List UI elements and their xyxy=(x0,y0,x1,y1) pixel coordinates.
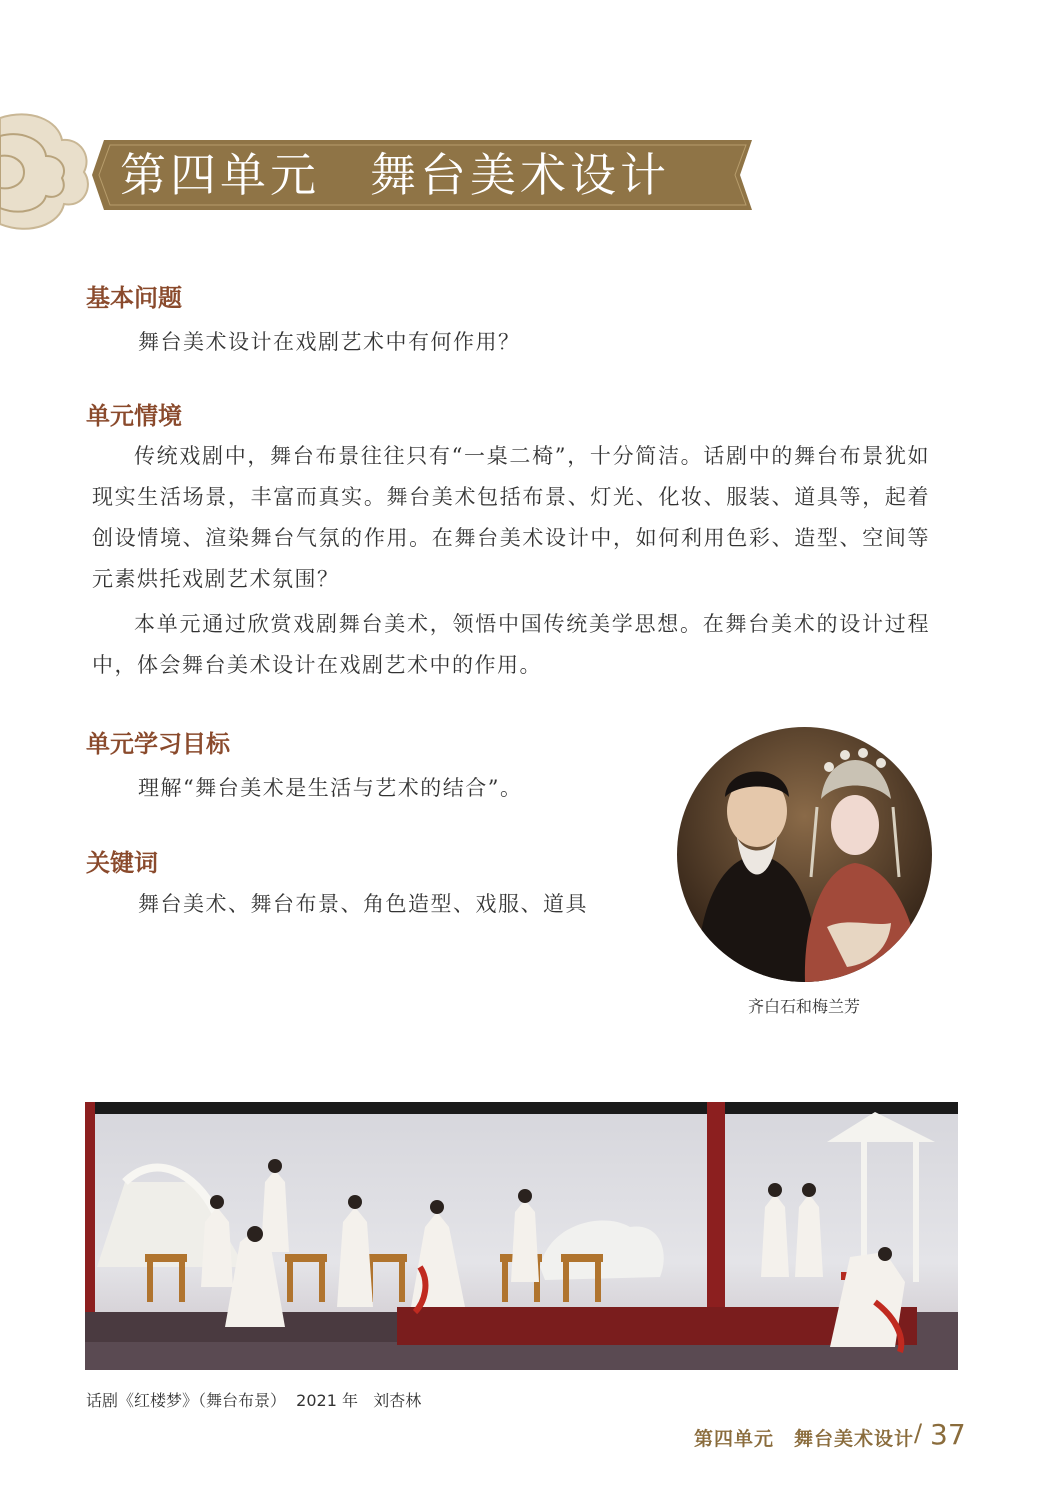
keywords-text: 舞台美术、舞台布景、角色造型、戏服、道具 xyxy=(138,892,588,916)
context-paragraph-2: 本单元通过欣赏戏剧舞台美术，领悟中国传统美学思想。在舞台美术的设计过程中，体会舞台美术设计在戏剧艺术中的作用。 xyxy=(92,612,930,677)
heading-keywords: 关键词 xyxy=(86,848,158,877)
stage-photo xyxy=(85,1102,958,1370)
heading-context: 单元情境 xyxy=(86,401,182,430)
footer-unit-label: 第四单元 舞台美术设计 xyxy=(694,1428,915,1450)
context-paragraph-1: 传统戏剧中，舞台布景往往只有“一桌二椅”，十分简洁。话剧中的舞台布景犹如现实生活场景，丰富而真实。舞台美术包括布景、灯光、化妆、服装、道具等，起着创设情境、渲染舞台气氛的作用。在舞台美术设计中，如何利用色彩、造型、空间等元素烘托戏剧艺术氛围？ xyxy=(92,444,930,591)
heading-basic-question: 基本问题 xyxy=(86,283,182,312)
goals-text: 理解“舞台美术是生活与艺术的结合”。 xyxy=(138,776,523,800)
basic-question-text: 舞台美术设计在戏剧艺术中有何作用？ xyxy=(138,330,521,354)
cloud-ornament xyxy=(0,100,92,240)
page-number: 37 xyxy=(930,1418,966,1451)
portrait-photo xyxy=(677,727,932,982)
footer-separator: / xyxy=(914,1419,923,1447)
unit-title: 第四单元 舞台美术设计 xyxy=(120,148,670,202)
stage-caption: 话剧《红楼梦》（舞台布景） 2021 年 刘杏林 xyxy=(86,1391,422,1410)
portrait-caption: 齐白石和梅兰芳 xyxy=(748,997,861,1016)
heading-goals: 单元学习目标 xyxy=(86,729,230,758)
